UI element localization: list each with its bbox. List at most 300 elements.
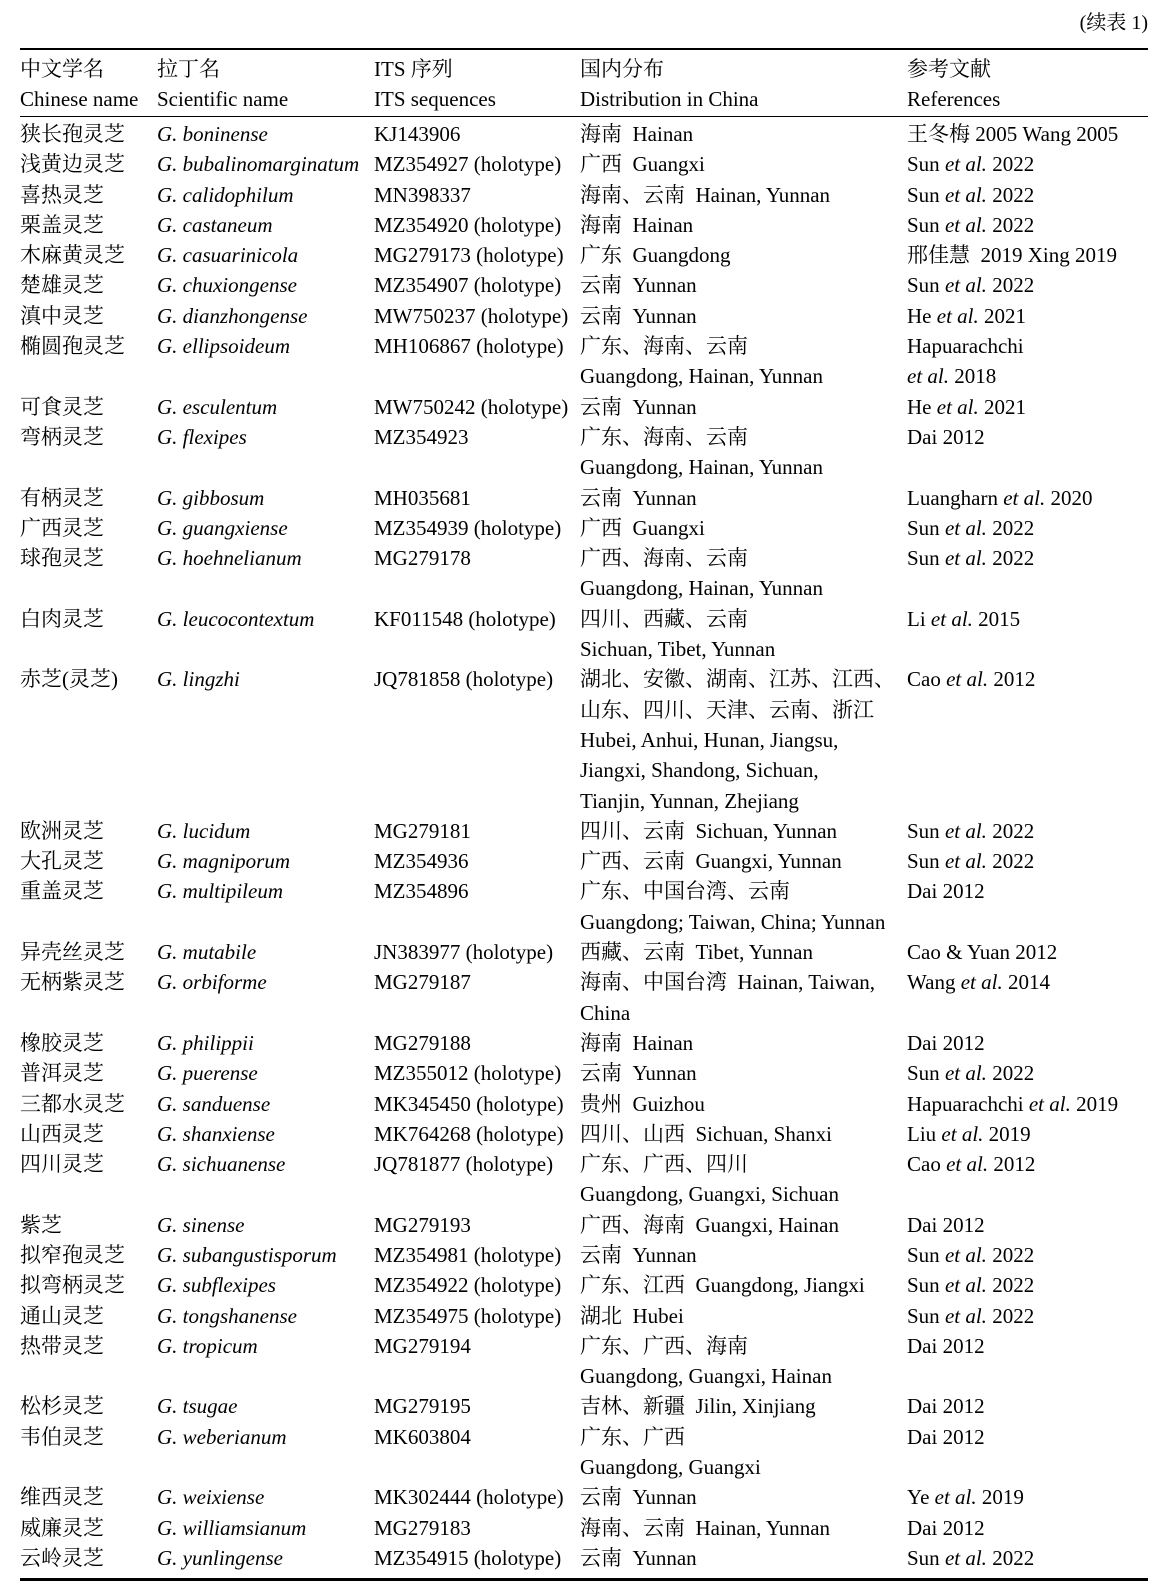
cell-scientific-name (157, 1028, 374, 1058)
cell-chinese-name-text: 三都水灵芝 (20, 1091, 125, 1116)
cell-its-sequence (374, 1543, 580, 1573)
cell-its-sequence-text: MZ354896 (374, 879, 469, 904)
cell-references (907, 1270, 1148, 1300)
cell-references-text: Sun et al. 2022 (907, 1061, 1035, 1086)
cell-its-sequence (374, 967, 580, 997)
cell-chinese-name-text: 大孔灵芝 (20, 849, 104, 874)
cell-chinese-name-text: 维西灵芝 (20, 1485, 104, 1510)
species-table (20, 48, 1148, 1581)
cell-chinese-name-text: 异壳丝灵芝 (20, 940, 125, 965)
cell-scientific-name-text: G. shanxiense (157, 1121, 275, 1146)
cell-distribution-text: 海南、云南 Hainan, Yunnan (580, 1515, 831, 1540)
cell-chinese-name (20, 1119, 157, 1149)
cell-scientific-name-text: G. dianzhongense (157, 303, 308, 328)
cell-distribution (580, 210, 907, 240)
cell-its-sequence (374, 1028, 580, 1058)
cell-references-text: Dai 2012 (907, 424, 985, 449)
cell-scientific-name-text: G. multipileum (157, 879, 283, 904)
cell-references (907, 876, 1148, 906)
table-row (20, 1422, 1148, 1483)
cell-distribution (580, 1422, 907, 1483)
cell-its-sequence-text: MW750237 (holotype) (374, 303, 569, 328)
cell-its-sequence-text: MG279181 (374, 818, 471, 843)
cell-distribution (580, 1058, 907, 1088)
cell-references (907, 513, 1148, 543)
cell-distribution-text: 云南 Yunnan (580, 303, 697, 328)
cell-scientific-name-text: G. esculentum (157, 394, 278, 419)
table-row (20, 543, 1148, 604)
cell-its-sequence (374, 422, 580, 452)
cell-its-sequence-text: MN398337 (374, 182, 471, 207)
cell-chinese-name (20, 392, 157, 422)
cell-references-text: Dai 2012 (907, 1212, 985, 1237)
cell-scientific-name-text: G. magniporum (157, 849, 291, 874)
cell-references-text: Sun et al. 2022 (907, 849, 1035, 874)
cell-its-sequence-text: KJ143906 (374, 122, 461, 146)
cell-scientific-name (157, 422, 374, 452)
table-row (20, 180, 1148, 210)
cell-distribution-text: 山东、四川、天津、云南、浙江 (580, 697, 874, 722)
cell-scientific-name (157, 876, 374, 906)
cell-distribution-text: 云南 Yunnan (580, 1061, 697, 1086)
cell-scientific-name (157, 967, 374, 997)
cell-references-text: Sun et al. 2022 (907, 818, 1035, 843)
cell-references (907, 846, 1148, 876)
cell-scientific-name-text: G. mutabile (157, 940, 257, 965)
cell-chinese-name (20, 1270, 157, 1300)
cell-distribution (580, 301, 907, 331)
cell-chinese-name (20, 1331, 157, 1361)
cell-distribution (580, 604, 907, 665)
cell-distribution-text: Jiangxi, Shandong, Sichuan, (580, 758, 819, 783)
table-row (20, 1270, 1148, 1300)
cell-scientific-name (157, 1391, 374, 1421)
table-row (20, 1513, 1148, 1543)
cell-its-sequence (374, 937, 580, 967)
cell-scientific-name-text: G. casuarinicola (157, 243, 299, 268)
cell-distribution (580, 1240, 907, 1270)
cell-scientific-name (157, 1482, 374, 1512)
cell-distribution-text: 云南 Yunnan (580, 394, 697, 419)
cell-scientific-name-text: G. castaneum (157, 212, 273, 237)
cell-scientific-name-text: G. ellipsoideum (157, 334, 290, 359)
cell-scientific-name (157, 1089, 374, 1119)
cell-scientific-name (157, 270, 374, 300)
cell-scientific-name (157, 301, 374, 331)
cell-distribution-text: 海南 Hainan (580, 1030, 694, 1055)
table-row (20, 967, 1148, 1028)
cell-references-text: Li et al. 2015 (907, 606, 1021, 631)
cell-references (907, 1422, 1148, 1452)
cell-distribution (580, 270, 907, 300)
cell-chinese-name-text: 滇中灵芝 (20, 303, 104, 328)
cell-chinese-name (20, 816, 157, 846)
cell-distribution (580, 1513, 907, 1543)
cell-its-sequence-text: MG279187 (374, 970, 471, 995)
cell-scientific-name (157, 1513, 374, 1543)
cell-references-text: Ye et al. 2019 (907, 1485, 1024, 1510)
cell-its-sequence (374, 331, 580, 361)
cell-references (907, 1482, 1148, 1512)
cell-distribution-text: 广西 Guangxi (580, 152, 705, 177)
cell-chinese-name-text: 普洱灵芝 (20, 1061, 104, 1086)
table-row (20, 210, 1148, 240)
cell-scientific-name (157, 210, 374, 240)
cell-distribution-text: 广西、海南、云南 (580, 546, 748, 571)
cell-distribution (580, 1089, 907, 1119)
cell-distribution (580, 1270, 907, 1300)
cell-its-sequence-text: MZ354936 (374, 849, 469, 874)
cell-references-text: Sun et al. 2022 (907, 1242, 1035, 1267)
cell-its-sequence (374, 119, 580, 149)
cell-references (907, 331, 1148, 392)
cell-distribution (580, 149, 907, 179)
cell-distribution-text: 广东、广西、四川 (580, 1152, 748, 1177)
column-header-en: ITS sequences (374, 87, 496, 111)
table-row (20, 149, 1148, 179)
table-body (20, 117, 1148, 1578)
cell-chinese-name (20, 1482, 157, 1512)
cell-references-text: et al. 2018 (907, 364, 997, 389)
column-header-chinese-name (20, 54, 157, 114)
cell-scientific-name (157, 604, 374, 634)
cell-chinese-name-text: 狭长孢灵芝 (20, 122, 125, 146)
cell-chinese-name-text: 拟窄孢灵芝 (20, 1242, 125, 1267)
cell-its-sequence-text: MZ354923 (374, 424, 469, 449)
cell-distribution (580, 1391, 907, 1421)
cell-its-sequence (374, 604, 580, 634)
cell-chinese-name-text: 可食灵芝 (20, 394, 104, 419)
cell-distribution-text: Sichuan, Tibet, Yunnan (580, 637, 776, 662)
cell-distribution-text: 贵州 Guizhou (580, 1091, 705, 1116)
cell-scientific-name-text: G. weberianum (157, 1424, 287, 1449)
cell-references-text: He et al. 2021 (907, 394, 1026, 419)
cell-distribution-text: 云南 Yunnan (580, 1485, 697, 1510)
cell-its-sequence (374, 1240, 580, 1270)
cell-references-text: Cao et al. 2012 (907, 667, 1036, 692)
cell-its-sequence (374, 270, 580, 300)
cell-chinese-name-text: 热带灵芝 (20, 1333, 104, 1358)
cell-references-text: Sun et al. 2022 (907, 1303, 1035, 1328)
cell-distribution (580, 180, 907, 210)
column-header-zh: 国内分布 (580, 57, 664, 81)
cell-references (907, 422, 1148, 452)
cell-its-sequence (374, 1482, 580, 1512)
cell-distribution-text: 四川、山西 Sichuan, Shanxi (580, 1121, 832, 1146)
table-row (20, 846, 1148, 876)
cell-scientific-name (157, 1149, 374, 1179)
cell-chinese-name-text: 木麻黄灵芝 (20, 243, 125, 268)
cell-references-text: Hapuarachchi (907, 334, 1024, 359)
cell-references-text: Wang et al. 2014 (907, 970, 1050, 995)
cell-distribution-text: 西藏、云南 Tibet, Yunnan (580, 940, 813, 965)
cell-its-sequence (374, 664, 580, 694)
cell-scientific-name-text: G. lingzhi (157, 667, 240, 692)
cell-scientific-name (157, 543, 374, 573)
cell-chinese-name (20, 1543, 157, 1573)
cell-distribution-text: 海南、中国台湾 Hainan, Taiwan, (580, 970, 876, 995)
cell-its-sequence-text: JQ781858 (holotype) (374, 667, 554, 692)
cell-chinese-name (20, 119, 157, 149)
cell-references (907, 210, 1148, 240)
cell-distribution-text: 广东、中国台湾、云南 (580, 879, 790, 904)
cell-its-sequence (374, 1270, 580, 1300)
cell-chinese-name (20, 301, 157, 331)
column-header-en: Distribution in China (580, 87, 759, 111)
cell-references-text: Dai 2012 (907, 1424, 985, 1449)
cell-references-text: Sun et al. 2022 (907, 515, 1035, 540)
cell-distribution-text: Guangdong, Hainan, Yunnan (580, 455, 824, 480)
cell-references-text: 邢佳慧 2019 Xing 2019 (907, 243, 1117, 268)
cell-scientific-name-text: G. hoehnelianum (157, 546, 302, 571)
cell-references-text: Hapuarachchi et al. 2019 (907, 1091, 1119, 1116)
cell-its-sequence (374, 1149, 580, 1179)
cell-scientific-name-text: G. calidophilum (157, 182, 294, 207)
cell-its-sequence-text: MZ354915 (holotype) (374, 1545, 562, 1570)
cell-distribution-text: Tianjin, Yunnan, Zhejiang (580, 788, 799, 813)
table-row (20, 1210, 1148, 1240)
cell-distribution (580, 664, 907, 815)
table-row (20, 1331, 1148, 1392)
cell-chinese-name (20, 1422, 157, 1452)
cell-references (907, 1089, 1148, 1119)
table-row (20, 240, 1148, 270)
cell-its-sequence-text: MZ354920 (holotype) (374, 212, 562, 237)
column-header-en: Chinese name (20, 87, 139, 111)
cell-chinese-name-text: 广西灵芝 (20, 515, 104, 540)
cell-chinese-name (20, 543, 157, 573)
cell-scientific-name (157, 513, 374, 543)
cell-references-text: Sun et al. 2022 (907, 182, 1035, 207)
cell-references (907, 119, 1148, 149)
cell-its-sequence (374, 846, 580, 876)
cell-distribution (580, 816, 907, 846)
cell-scientific-name (157, 483, 374, 513)
cell-distribution (580, 967, 907, 1028)
cell-scientific-name-text: G. lucidum (157, 818, 251, 843)
cell-scientific-name-text: G. tsugae (157, 1394, 238, 1419)
cell-chinese-name (20, 937, 157, 967)
cell-references-text: Cao & Yuan 2012 (907, 940, 1058, 965)
cell-references-text: Sun et al. 2022 (907, 273, 1035, 298)
cell-chinese-name-text: 山西灵芝 (20, 1121, 104, 1146)
cell-scientific-name-text: G. bubalinomarginatum (157, 152, 360, 177)
cell-distribution-text: Guangdong, Hainan, Yunnan (580, 576, 824, 601)
cell-scientific-name (157, 180, 374, 210)
cell-distribution-text: 云南 Yunnan (580, 1242, 697, 1267)
cell-chinese-name-text: 赤芝(灵芝) (20, 667, 118, 692)
cell-distribution-text: 广东、海南、云南 (580, 334, 748, 359)
cell-distribution (580, 937, 907, 967)
cell-references (907, 149, 1148, 179)
cell-distribution (580, 1543, 907, 1573)
cell-chinese-name (20, 422, 157, 452)
column-header-zh: 拉丁名 (157, 57, 220, 81)
table-row (20, 1058, 1148, 1088)
cell-references (907, 967, 1148, 997)
cell-references (907, 1543, 1148, 1573)
cell-chinese-name (20, 1301, 157, 1331)
cell-scientific-name-text: G. sanduense (157, 1091, 271, 1116)
cell-distribution-text: 吉林、新疆 Jilin, Xinjiang (580, 1394, 816, 1419)
cell-distribution-text: Guangdong, Guangxi (580, 1455, 761, 1480)
cell-distribution-text: 广西、云南 Guangxi, Yunnan (580, 849, 842, 874)
cell-chinese-name-text: 橡胶灵芝 (20, 1030, 104, 1055)
cell-scientific-name-text: G. tongshanense (157, 1303, 297, 1328)
cell-chinese-name (20, 1028, 157, 1058)
column-header-scientific-name (157, 54, 374, 114)
cell-its-sequence-text: JN383977 (holotype) (374, 940, 554, 965)
cell-its-sequence (374, 876, 580, 906)
cell-references (907, 392, 1148, 422)
cell-scientific-name (157, 1331, 374, 1361)
cell-chinese-name-text: 紫芝 (20, 1212, 62, 1237)
cell-distribution (580, 1028, 907, 1058)
cell-its-sequence (374, 1422, 580, 1452)
cell-scientific-name-text: G. orbiforme (157, 970, 267, 995)
cell-references (907, 664, 1148, 694)
cell-its-sequence (374, 1391, 580, 1421)
cell-distribution (580, 240, 907, 270)
cell-chinese-name-text: 松杉灵芝 (20, 1394, 104, 1419)
cell-references-text: Liu et al. 2019 (907, 1121, 1031, 1146)
cell-scientific-name (157, 816, 374, 846)
cell-distribution (580, 331, 907, 392)
table-row (20, 483, 1148, 513)
cell-references-text: Dai 2012 (907, 879, 985, 904)
column-header-its-sequences (374, 54, 580, 114)
cell-its-sequence (374, 1513, 580, 1543)
table-row (20, 664, 1148, 815)
cell-distribution (580, 1331, 907, 1392)
cell-its-sequence-text: MZ354927 (holotype) (374, 152, 562, 177)
cell-scientific-name (157, 664, 374, 694)
cell-chinese-name-text: 弯柄灵芝 (20, 424, 104, 449)
cell-chinese-name (20, 1058, 157, 1088)
cell-chinese-name-text: 椭圆孢灵芝 (20, 334, 125, 359)
cell-scientific-name (157, 392, 374, 422)
cell-references (907, 270, 1148, 300)
cell-distribution-text: 湖北 Hubei (580, 1303, 684, 1328)
cell-scientific-name-text: G. leucocontextum (157, 606, 315, 631)
cell-references-text: Sun et al. 2022 (907, 1273, 1035, 1298)
table-row (20, 301, 1148, 331)
cell-its-sequence-text: MG279194 (374, 1333, 471, 1358)
cell-chinese-name (20, 331, 157, 361)
cell-distribution-text: Guangdong; Taiwan, China; Yunnan (580, 909, 886, 934)
table-row (20, 270, 1148, 300)
table-row (20, 119, 1148, 149)
cell-chinese-name (20, 513, 157, 543)
cell-distribution-text: Hubei, Anhui, Hunan, Jiangsu, (580, 727, 839, 752)
cell-its-sequence (374, 180, 580, 210)
cell-its-sequence (374, 392, 580, 422)
cell-distribution-text: 广东、海南、云南 (580, 424, 748, 449)
cell-references (907, 1149, 1148, 1179)
cell-distribution (580, 876, 907, 937)
cell-scientific-name (157, 331, 374, 361)
cell-chinese-name (20, 1391, 157, 1421)
cell-distribution (580, 483, 907, 513)
table-row (20, 513, 1148, 543)
table-row (20, 1391, 1148, 1421)
cell-scientific-name-text: G. flexipes (157, 424, 247, 449)
cell-chinese-name (20, 664, 157, 694)
cell-its-sequence-text: MW750242 (holotype) (374, 394, 569, 419)
cell-its-sequence-text: MK302444 (holotype) (374, 1485, 564, 1510)
cell-scientific-name (157, 937, 374, 967)
cell-its-sequence (374, 483, 580, 513)
cell-scientific-name (157, 1301, 374, 1331)
cell-distribution (580, 1149, 907, 1210)
cell-chinese-name-text: 无柄紫灵芝 (20, 970, 125, 995)
cell-distribution-text: Guangdong, Hainan, Yunnan (580, 364, 824, 389)
cell-scientific-name-text: G. philippii (157, 1030, 254, 1055)
cell-chinese-name (20, 1240, 157, 1270)
table-row (20, 422, 1148, 483)
cell-distribution (580, 1119, 907, 1149)
cell-scientific-name-text: G. sinense (157, 1212, 245, 1237)
cell-distribution (580, 119, 907, 149)
cell-chinese-name-text: 通山灵芝 (20, 1303, 104, 1328)
table-row (20, 816, 1148, 846)
cell-chinese-name-text: 云岭灵芝 (20, 1545, 104, 1570)
cell-distribution-text: 广东、广西、海南 (580, 1333, 748, 1358)
cell-scientific-name-text: G. boninense (157, 122, 268, 146)
cell-chinese-name-text: 喜热灵芝 (20, 182, 104, 207)
table-row (20, 876, 1148, 937)
table-row (20, 1240, 1148, 1270)
cell-distribution-text: 云南 Yunnan (580, 1545, 697, 1570)
table-row (20, 1149, 1148, 1210)
cell-references (907, 1119, 1148, 1149)
cell-scientific-name (157, 240, 374, 270)
cell-chinese-name-text: 威廉灵芝 (20, 1515, 104, 1540)
column-header-distribution (580, 54, 907, 114)
cell-scientific-name (157, 1270, 374, 1300)
cell-chinese-name (20, 240, 157, 270)
cell-references (907, 240, 1148, 270)
cell-references (907, 1391, 1148, 1421)
cell-scientific-name (157, 1210, 374, 1240)
cell-references (907, 1240, 1148, 1270)
cell-chinese-name-text: 栗盖灵芝 (20, 212, 104, 237)
cell-distribution (580, 543, 907, 604)
cell-its-sequence (374, 1331, 580, 1361)
cell-chinese-name (20, 1513, 157, 1543)
cell-references-text: He et al. 2021 (907, 303, 1026, 328)
cell-scientific-name (157, 1422, 374, 1452)
table-row (20, 392, 1148, 422)
cell-its-sequence (374, 149, 580, 179)
cell-its-sequence-text: MZ354939 (holotype) (374, 515, 562, 540)
table-row (20, 1119, 1148, 1149)
cell-distribution-text: 湖北、安徽、湖南、江苏、江西、 (580, 667, 895, 692)
cell-references-text: Dai 2012 (907, 1333, 985, 1358)
cell-references-text: Sun et al. 2022 (907, 1545, 1035, 1570)
cell-references-text: 王冬梅 2005 Wang 2005 (907, 122, 1119, 146)
cell-chinese-name-text: 重盖灵芝 (20, 879, 104, 904)
cell-distribution-text: 四川、云南 Sichuan, Yunnan (580, 818, 838, 843)
cell-references-text: Sun et al. 2022 (907, 212, 1035, 237)
cell-references (907, 816, 1148, 846)
cell-references-text: Cao et al. 2012 (907, 1152, 1036, 1177)
cell-references-text: Luangharn et al. 2020 (907, 485, 1093, 510)
cell-references (907, 1210, 1148, 1240)
cell-scientific-name-text: G. tropicum (157, 1333, 258, 1358)
cell-its-sequence-text: MK764268 (holotype) (374, 1121, 564, 1146)
cell-its-sequence-text: KF011548 (holotype) (374, 606, 556, 631)
